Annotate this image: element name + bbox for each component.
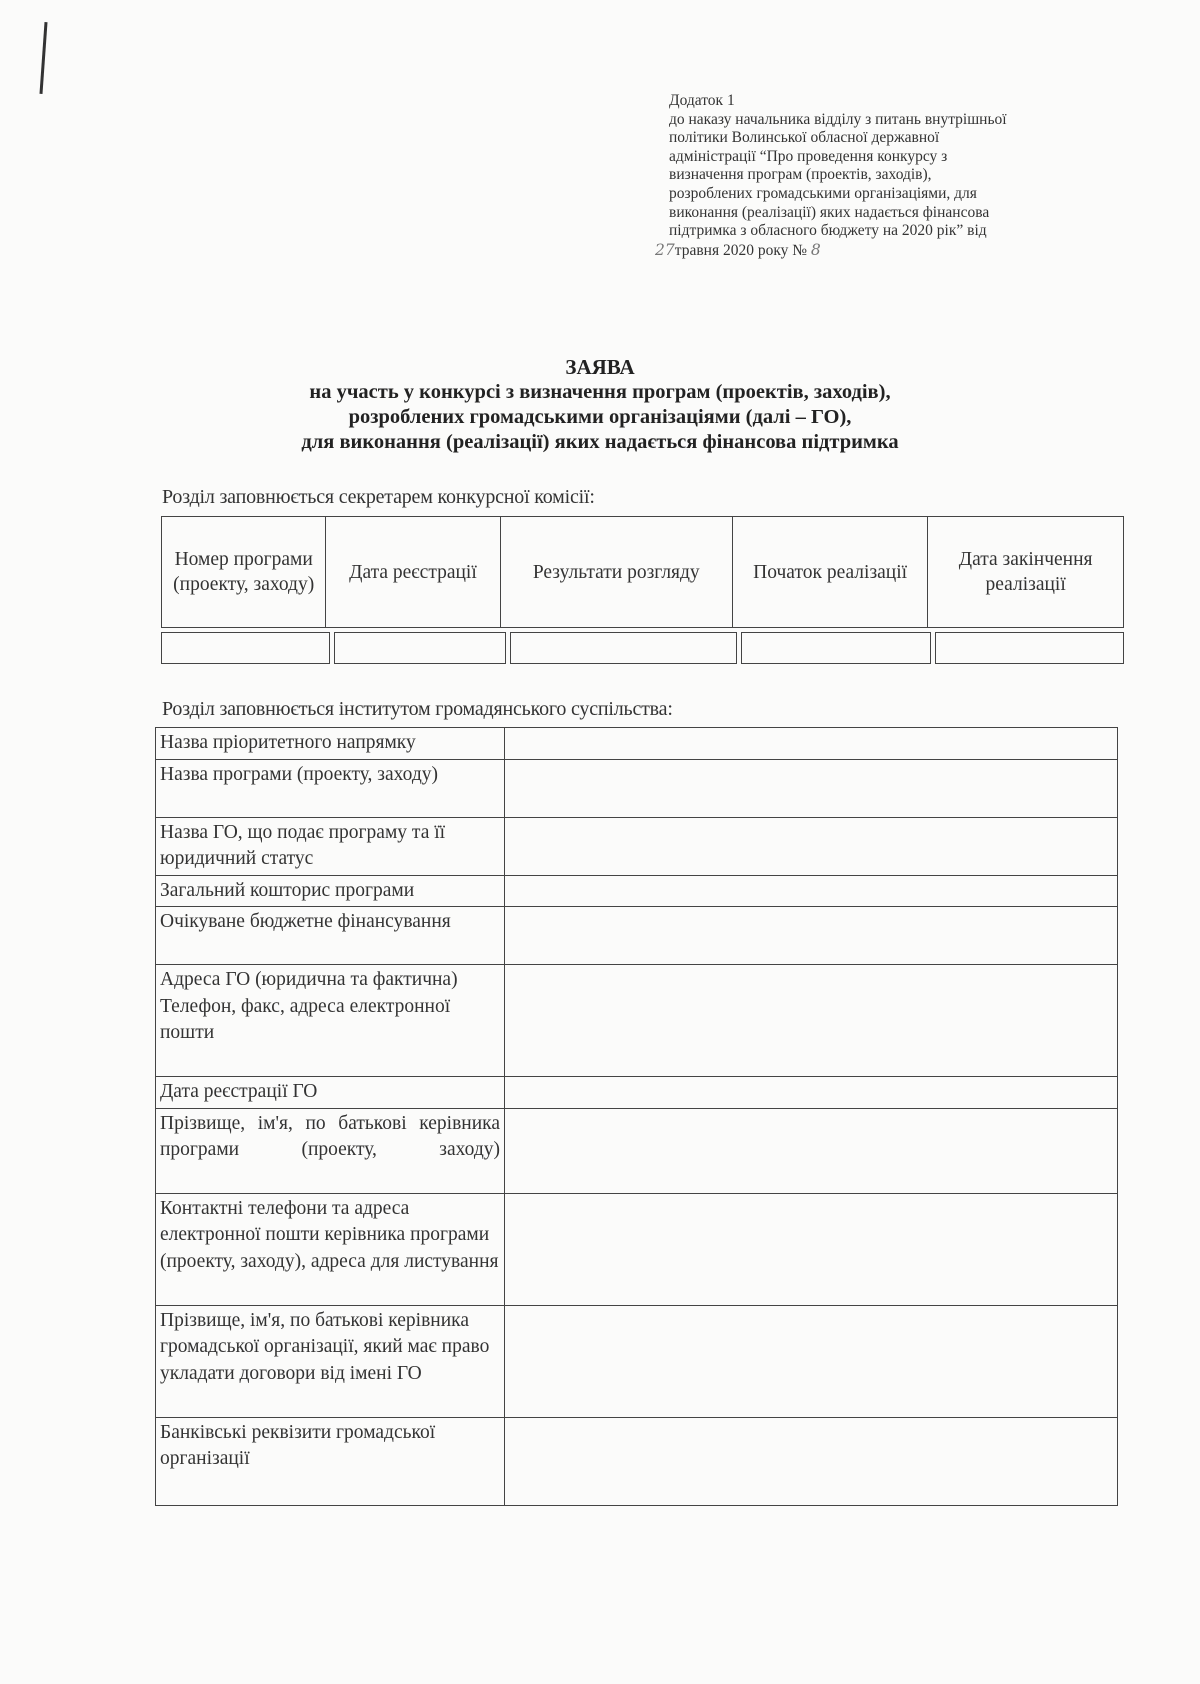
implementation-end-field[interactable] xyxy=(935,632,1124,664)
row-label: Загальний кошторис програми xyxy=(156,875,505,907)
table-row xyxy=(156,1077,1118,1109)
appendix-line: виконання (реалізації) яких надається фінансова xyxy=(669,203,990,221)
title-line: для виконання (реалізації) яких надається фінансова підтримка xyxy=(301,431,899,453)
expected-funding-field[interactable] xyxy=(505,907,1118,965)
header-implementation-start: Початок реалізації xyxy=(732,517,927,628)
table-row xyxy=(156,875,1118,907)
secretary-table-value-row xyxy=(161,632,1124,664)
appendix-line: Додаток 1 xyxy=(669,92,735,109)
row-label: Очікуване бюджетне фінансування xyxy=(156,907,505,965)
table-row xyxy=(156,1108,1118,1193)
row-label: Назва ГО, що подає програму та її юридичний статус xyxy=(156,817,505,875)
row-label: Прізвище, ім'я, по батькові керівника громадської організації, який має право укладати договори від імені ГО xyxy=(156,1305,505,1417)
ngo-address-contacts-field[interactable] xyxy=(505,965,1118,1077)
appendix-line: підтримка з обласного бюджету на 2020 рік” від xyxy=(669,222,987,240)
row-label: Адреса ГО (юридична та фактична) Телефон, факс, адреса електронної пошти xyxy=(156,965,505,1077)
table-row xyxy=(156,1193,1118,1305)
table-row xyxy=(156,907,1118,965)
appendix-line: адміністрації “Про проведення конкурсу з xyxy=(669,147,948,165)
appendix-note xyxy=(655,92,1109,260)
ngo-head-name-field[interactable] xyxy=(505,1305,1118,1417)
table-row xyxy=(156,759,1118,817)
table-row xyxy=(156,728,1118,760)
section1-label: Розділ заповнюється секретарем конкурсної комісії: xyxy=(162,486,595,508)
title-line: розроблених громадськими організаціями (далі – ГО), xyxy=(348,406,852,428)
priority-direction-field[interactable] xyxy=(505,728,1118,760)
program-manager-name-field[interactable] xyxy=(505,1108,1118,1193)
row-label: Назва пріоритетного напрямку xyxy=(156,728,505,760)
table-row xyxy=(156,1417,1118,1505)
table-row xyxy=(156,817,1118,875)
ngo-registration-date-field[interactable] xyxy=(505,1077,1118,1109)
manager-contacts-field[interactable] xyxy=(505,1193,1118,1305)
header-registration-date: Дата реєстрації xyxy=(326,517,500,628)
handwritten-day: 27 xyxy=(655,240,675,259)
appendix-line: розроблених громадськими організаціями, для xyxy=(669,184,977,202)
bank-details-field[interactable] xyxy=(505,1417,1118,1505)
appendix-line: політики Волинської обласної державної xyxy=(669,129,940,147)
title-main: ЗАЯВА xyxy=(565,355,635,379)
handwritten-number: 8 xyxy=(810,240,821,259)
row-label: Назва програми (проекту, заходу) xyxy=(156,759,505,817)
header-review-results: Результати розгляду xyxy=(500,517,732,628)
title-line: на участь у конкурсі з визначення програм (проектів, заходів), xyxy=(309,381,891,403)
row-label: Контактні телефони та адреса електронної пошти керівника програми (проекту, заходу), адреса для листування xyxy=(156,1193,505,1305)
appendix-line: до наказу начальника відділу з питань внутрішньої xyxy=(669,110,1007,128)
applicant-table xyxy=(155,727,1118,1506)
ngo-name-status-field[interactable] xyxy=(505,817,1118,875)
section2-label: Розділ заповнюється інститутом громадянського суспільства: xyxy=(162,698,673,720)
header-program-number: Номер програми (проекту, заходу) xyxy=(162,517,326,628)
program-name-field[interactable] xyxy=(505,759,1118,817)
date-text: травня 2020 року № xyxy=(674,241,808,259)
table-row xyxy=(156,1305,1118,1417)
implementation-start-field[interactable] xyxy=(741,632,930,664)
registration-date-field[interactable] xyxy=(334,632,505,664)
margin-pen-mark xyxy=(39,22,47,94)
review-results-field[interactable] xyxy=(510,632,737,664)
row-label: Дата реєстрації ГО xyxy=(156,1077,505,1109)
header-implementation-end: Дата закінчення реалізації xyxy=(928,517,1124,628)
table-row xyxy=(156,965,1118,1077)
program-number-field[interactable] xyxy=(161,632,330,664)
row-label: Прізвище, ім'я, по батькові керівника програми (проекту, заходу) xyxy=(156,1108,505,1193)
appendix-line: визначення програм (проектів, заходів), xyxy=(669,166,932,184)
secretary-table xyxy=(161,516,1124,628)
appendix-date-line xyxy=(655,241,1109,261)
document-title xyxy=(0,355,1200,455)
row-label: Банківські реквізити громадської організації xyxy=(156,1417,505,1505)
total-budget-field[interactable] xyxy=(505,875,1118,907)
